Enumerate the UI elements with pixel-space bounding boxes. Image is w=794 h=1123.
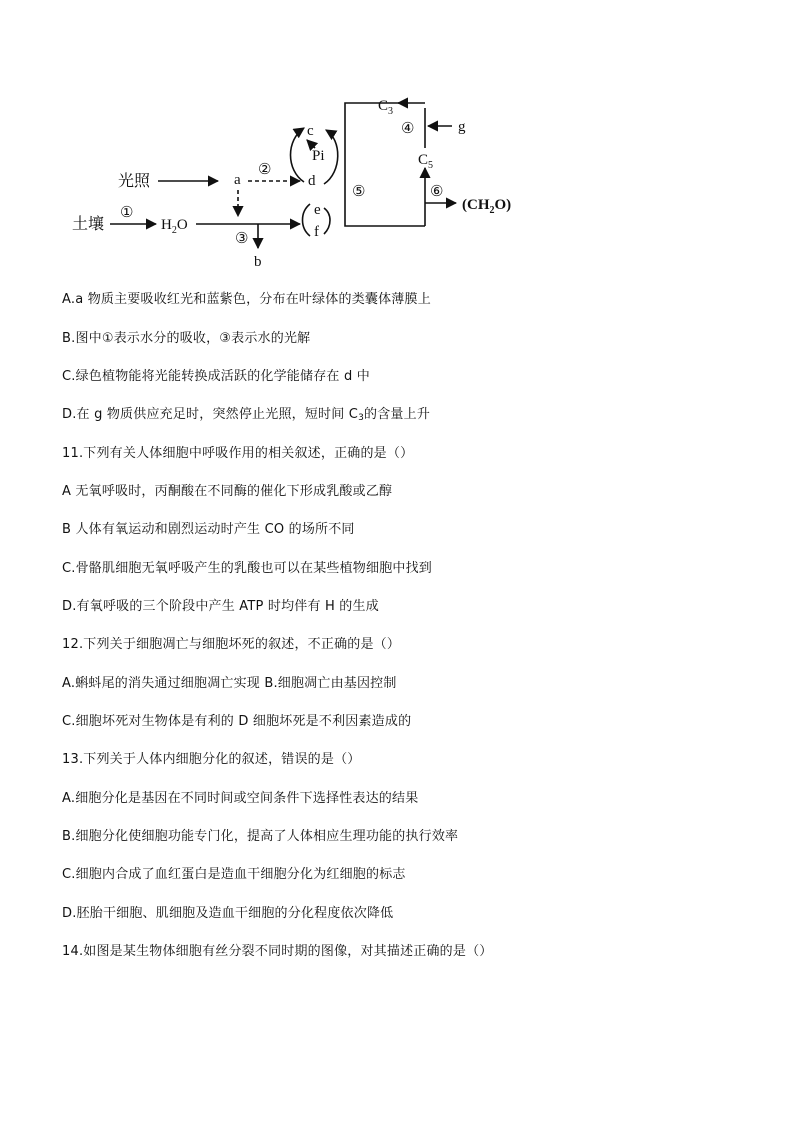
label-soil: 土壤 <box>72 214 105 233</box>
option-10a: A.a 物质主要吸收红光和蓝紫色，分布在叶绿体的类囊体薄膜上 <box>62 292 431 307</box>
brace-ef-left <box>303 204 311 236</box>
label-e: e <box>314 202 321 218</box>
label-step-2: ② <box>258 162 272 178</box>
label-g: g <box>458 119 466 135</box>
label-a: a <box>234 172 241 188</box>
label-c5: $C_5$ <box>418 152 434 171</box>
label-c3: $C_3$ <box>378 98 394 117</box>
label-water: $H_2O$ <box>161 217 188 236</box>
question-13: 13.下列关于人体内细胞分化的叙述，错误的是（） <box>62 752 361 767</box>
option-11b: B 人体有氧运动和剧烈运动时产生 CO 的场所不同 <box>62 522 355 537</box>
option-10d <box>62 407 430 426</box>
label-c: c <box>307 123 314 139</box>
option-13c: C.细胞内合成了血红蛋白是造血干细胞分化为红细胞的标志 <box>62 867 406 882</box>
label-f: f <box>314 224 319 240</box>
label-pi: Pi <box>312 148 325 164</box>
label-light: 光照 <box>118 171 151 190</box>
option-13a: A.细胞分化是基因在不同时间或空间条件下选择性表达的结果 <box>62 791 419 806</box>
label-step-3: ③ <box>235 231 249 247</box>
option-10d-subscript: 3 <box>358 413 365 423</box>
arc-d-c-right <box>324 130 338 184</box>
option-12ab: A.蝌蚪尾的消失通过细胞凋亡实现 B.细胞凋亡由基因控制 <box>62 676 397 691</box>
photosynthesis-diagram <box>60 88 540 278</box>
question-11: 11.下列有关人体细胞中呼吸作用的相关叙述，正确的是（） <box>62 446 414 461</box>
arc-c-d-left <box>291 128 305 182</box>
question-12: 12.下列关于细胞凋亡与细胞坏死的叙述，不正确的是（） <box>62 637 401 652</box>
label-step-6: ⑥ <box>430 184 444 200</box>
label-step-4: ④ <box>401 121 415 137</box>
option-12cd: C.细胞坏死对生物体是有利的 D 细胞坏死是不利因素造成的 <box>62 714 412 729</box>
label-d: d <box>308 173 316 189</box>
option-10b: B.图中①表示水分的吸收，③表示水的光解 <box>62 331 311 346</box>
option-11a: A 无氧呼吸时，丙酮酸在不同酶的催化下形成乳酸或乙醇 <box>62 484 393 499</box>
option-10c: C.绿色植物能将光能转换成活跃的化学能储存在 d 中 <box>62 369 370 384</box>
label-step-5: ⑤ <box>352 184 366 200</box>
option-10d-text: D.在 g 物质供应充足时，突然停止光照，短时间 C <box>62 407 359 422</box>
option-13d: D.胚胎干细胞、肌细胞及造血干细胞的分化程度依次降低 <box>62 906 394 921</box>
brace-ef-right <box>324 208 330 234</box>
option-10d-tail: 的含量上升 <box>364 407 431 422</box>
option-13b: B.细胞分化使细胞功能专门化，提高了人体相应生理功能的执行效率 <box>62 829 459 844</box>
label-b: b <box>254 254 262 270</box>
question-14: 14.如图是某生物体细胞有丝分裂不同时期的图像，对其描述正确的是（） <box>62 944 493 959</box>
option-11c: C.骨骼肌细胞无氧呼吸产生的乳酸也可以在某些植物细胞中找到 <box>62 561 433 576</box>
label-ch2o: $(CH_2O)$ <box>462 197 512 216</box>
option-11d: D.有氧呼吸的三个阶段中产生 ATP 时均伴有 H 的生成 <box>62 599 379 614</box>
label-step-1: ① <box>120 205 134 221</box>
arrow-pi-to-c <box>307 140 315 148</box>
